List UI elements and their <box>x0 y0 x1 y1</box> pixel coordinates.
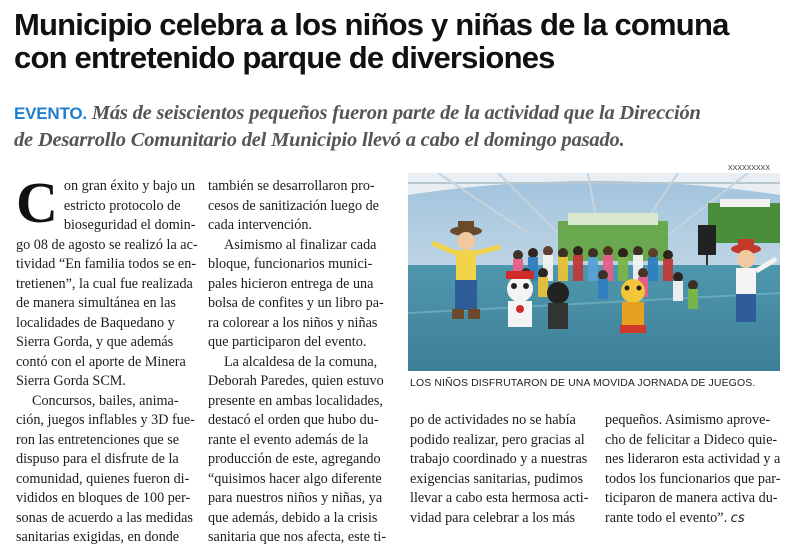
col3-line: trabajo coordinado y a nuestras <box>410 451 588 467</box>
col2-line: cesos de sanitización luego de <box>208 197 379 214</box>
col2-line: “quisimos hacer algo diferente <box>208 470 382 487</box>
col2-line: que participaron del evento. <box>208 334 367 350</box>
lead-line-1 <box>14 100 779 127</box>
col2-line: pales hicieron entrega de una <box>208 275 374 292</box>
lead-line-2: de Desarrollo Comunitario del Municipio llevó a cabo el domingo pasado. <box>14 129 625 151</box>
col4-line: nes lideraron esta actividad y a <box>605 451 781 467</box>
col1-line: on gran éxito y bajo un <box>63 178 196 194</box>
col4-line: pequeños. Asimismo aprove- <box>605 412 771 428</box>
kicker: EVENTO. <box>14 104 87 123</box>
lead-text-1: Más de seiscientos pequeños fueron parte de la actividad que la Dirección <box>86 102 701 124</box>
col2-line: destacó el orden que hubo du- <box>208 412 379 428</box>
col2-line: La alcaldesa de la comuna, <box>224 353 378 370</box>
col1-line: localidades de Baquedano y <box>16 314 175 331</box>
col1-line: estricto protocolo de <box>63 197 181 214</box>
col1-line: contó con el aporte de Minera <box>16 353 186 370</box>
col2-line: para nuestros niños y niñas, ya <box>208 490 383 506</box>
col2-line: ra colorear a los niños y niñas <box>208 314 378 331</box>
column-4 <box>605 411 781 528</box>
column-3 <box>410 411 588 528</box>
col3-line: podido realizar, pero gracias al <box>410 431 585 448</box>
col4-line: cho de felicitar a Dideco quie- <box>605 431 778 448</box>
col4-line-last <box>605 509 781 529</box>
col1-line: tividad “En familia todos se en- <box>16 256 197 272</box>
col1-line: Sierra Gorda SCM. <box>16 373 126 389</box>
headline <box>14 8 774 74</box>
col1-line: dispuso para el disfrute de la <box>16 451 179 467</box>
col3-line: llevar a cabo esta hermosa acti- <box>410 490 589 506</box>
col1-line: sonas de acuerdo a las medidas <box>16 509 193 526</box>
col2-line: producción de este, agregando <box>208 451 381 467</box>
event-photo <box>408 173 780 371</box>
col1-line: go 08 de agosto se realizó la ac- <box>16 236 198 253</box>
col1-line: vididos en bloques de 100 per- <box>16 490 191 506</box>
col1-line: Sierra Gorda, y que además <box>16 334 174 350</box>
col4-line: ticiparon de manera activa du- <box>605 490 778 506</box>
photo-caption: LOS NIÑOS DISFRUTARON DE UNA MOVIDA JORNADA DE JUEGOS. <box>410 377 756 389</box>
col1-line: comunidad, quienes fueron di- <box>16 470 190 487</box>
col1-line: ción, juegos inflables y 3D fue- <box>16 412 195 428</box>
col2-line: presente en ambas localidades, <box>208 392 383 409</box>
photo-credit: XXXXXXXXX <box>728 165 771 172</box>
col2-line: Deborah Paredes, quien estuvo <box>208 373 384 389</box>
col3-line: exigencias sanitarias, pudimos <box>410 470 583 487</box>
lead-paragraph <box>14 100 779 154</box>
col2-line: rante el evento además de la <box>208 431 369 448</box>
col1-line: ron las entretenciones que se <box>16 431 180 448</box>
col1-line: de manera simultánea en las <box>16 295 176 311</box>
col2-line: también se desarrollaron pro- <box>208 178 375 194</box>
col1-line: tretienen”, la cual fue realizada <box>16 275 193 292</box>
col3-line: vidad para celebrar a los más <box>410 509 576 526</box>
col1-line: bioseguridad el domin- <box>63 217 196 233</box>
col2-line: sanitaria que nos afecta, este ti- <box>208 529 387 545</box>
headline-line-1: Municipio celebra a los niños y niñas de la comuna <box>14 7 729 42</box>
event-photo-illustration <box>408 173 780 371</box>
col2-line: cada intervención. <box>208 217 312 233</box>
col1-line: Concursos, bailes, anima- <box>32 392 179 409</box>
col1-line: sanitarias exigidas, en donde <box>16 529 180 545</box>
col3-line: po de actividades no se había <box>410 412 576 428</box>
headline-line-2: con entretenido parque de diversiones <box>14 40 555 75</box>
col2-line: bolsa de confites y un libro pa- <box>208 295 384 311</box>
column-2 <box>208 177 393 548</box>
col2-line: bloque, funcionarios munici- <box>208 256 373 272</box>
col2-line: Asimismo al finalizar cada <box>224 236 377 253</box>
drop-cap: C <box>16 170 58 235</box>
col2-line: que además, debido a la crisis <box>208 509 378 526</box>
col4-last-text: rante todo el evento”. <box>605 509 728 526</box>
col4-line: todos los funcionarios que par- <box>605 470 781 487</box>
column-1 <box>16 170 198 548</box>
end-mark-icon: cs <box>730 510 745 526</box>
